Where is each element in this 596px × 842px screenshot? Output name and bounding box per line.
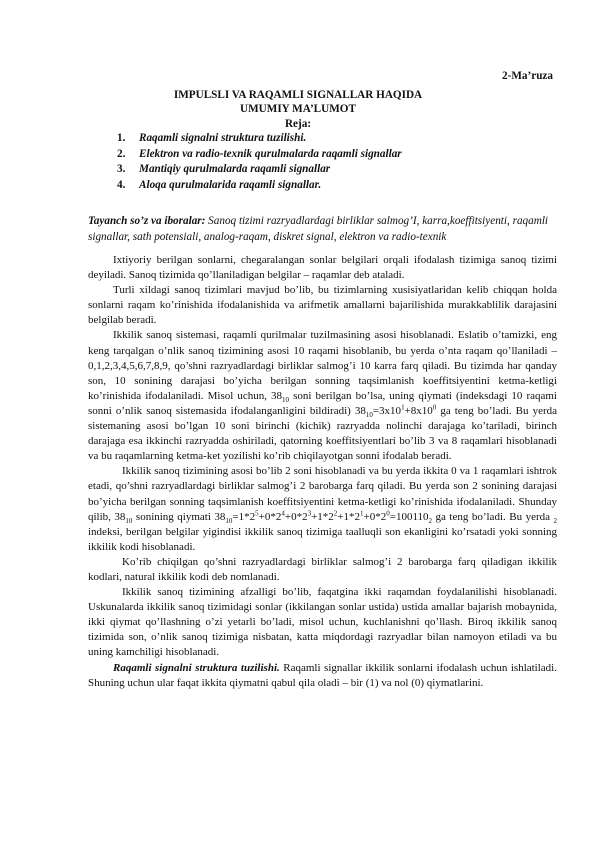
text-run: +0*2 <box>284 510 308 523</box>
text-run: +1*2 <box>311 510 334 523</box>
superscript: 0 <box>432 403 437 412</box>
plan-item-text: Aloqa qurulmalarida raqamli signallar. <box>139 178 322 191</box>
paragraph-signal-structure <box>88 661 557 691</box>
plan-item <box>117 162 402 178</box>
paragraph-binary-system <box>88 464 557 555</box>
lecture-number: 2-Ma’ruza <box>502 70 553 82</box>
section-heading-inline: Raqamli signalni struktura tuzilishi. <box>113 661 280 674</box>
subscript: 10 <box>225 516 233 525</box>
plan-item-number: 1. <box>117 132 126 144</box>
plan-item-number: 4. <box>117 178 126 191</box>
paragraph-definition: Ixtiyoriy berilgan sonlarni, chegaralangan sonlar belgilari orqali ifodalash tizimiga sanoq tizimi deyiladi. Sanoq tizimida qo’llaniladigan belgilar – raqamlar deb ataladi. <box>88 254 557 282</box>
text-run: =100110 <box>389 510 429 523</box>
text-run: indeksi, berilgan belgilar yigindisi ikkilik sanoq tizimiga taalluqli son ekanligini ko’rsatadi yoki sonning ikkilik kodi hisoblanadi. <box>88 525 557 553</box>
superscript: 3 <box>307 508 312 517</box>
text-run: Ikkilik sanoq sistemasi, raqamli qurilmalar tuzilmasining asosi hisoblanadi. Eslatib o’tamizki, eng keng tarqalgan o’nlik sanoq tizimining asosi 10 raqami hisoblanib, bu yerda o’nta raqam qo’llaniladi – 0,1,2,3,4,5,6,7,8,9, qo’shni razryadlardagi birliklar salmog’i 10 karra farq qiladi. Bu tizimda har qanday son, 10 sonining darajasi bo’yicha berilgan sonning taqsimlanish koeffitsiyentini ketma-ketligi ko’rinishida ifodalaniladi. Misol uchun, 38 <box>88 329 557 402</box>
text-run: +1*2 <box>337 510 361 523</box>
plan-list <box>117 131 402 193</box>
keywords-text: Sanoq tizimi razryadlardagi birliklar salmog’I, karra,koeffitsiyenti, raqamli signallar, sath potensiali, analog-raqam, diskret signal, elektron va radio-texnik <box>88 215 549 243</box>
plan-item <box>117 131 402 147</box>
plan-item <box>117 147 402 163</box>
subscript: 10 <box>365 411 373 420</box>
paragraph-number-systems: Turli xildagi sanoq tizimlari mavjud bo’lib, bu tizimlarning xusisiyatlaridan kelib chiqqan holda sonlarni raqam ko’rinishida ifodalanishida va arifmetik amallarni bajarilishida murakkablilik darajasini belgilab beradi. <box>88 284 557 327</box>
text-run: +0*2 <box>258 510 282 523</box>
subscript: 2 <box>428 516 433 525</box>
text-run: +8x10 <box>404 404 433 417</box>
text-run: soni berilgan bo’lsa, uning qiymati (indeksdagi 10 raqami sonni o’nlik sanoq sistemasida ifodalanganligini bildiradi) 38 <box>88 389 557 417</box>
keywords-label: Tayanch so’z va iboralar: <box>88 215 206 227</box>
superscript: 4 <box>281 508 285 517</box>
text-run: +0*2 <box>363 510 387 523</box>
superscript: 5 <box>255 508 259 517</box>
plan-heading: Reja: <box>284 118 312 130</box>
paragraph-binary-advantages: Ikkilik sanoq tizimining afzalligi bo’lib, faqatgina ikki raqamdan foydalanilishi hisoblanadi. Uskunalarda ikkilik sanoq tizimidagi sonlar (ikkilangan sonlar ustida) ustida amallar bajarish mobaynida, ikki qiymat qo’llashning o’zi yetarli bo’ladi, misol uchun, kuchlanishni qo’llash. Biroq ikkilik sanoq tizimida son, o’nlik sanoq tizimiga nisbatan, katta miqdordagi razryadlar bilan namoyon etiladi va bu uning kamchiligi hisoblanadi. <box>88 586 557 659</box>
text-run: sonining qiymati 38 <box>132 510 226 523</box>
text-run: =3x10 <box>372 404 402 417</box>
plan-item-text: Elektron va radio-texnik qurulmalarda raqamli signallar <box>139 147 402 160</box>
superscript: 2 <box>333 508 338 517</box>
body-text <box>88 253 557 691</box>
superscript: 1 <box>401 403 405 412</box>
paragraph-natural-binary-code: Ko’rib chiqilgan qo’shni razryadlardagi birliklar salmog’i 2 barobarga farq qiladigan ikkilik kodlari, natural ikkilik kodi deb nomlanadi. <box>88 555 557 583</box>
plan-item-number: 2. <box>117 147 126 160</box>
subscript: 10 <box>282 396 290 405</box>
plan-item-number: 3. <box>117 163 126 175</box>
text-run: =1*2 <box>232 510 256 523</box>
text-run: Ikkilik sanoq tizimining asosi bo’lib 2 soni hisoblanadi va bu yerda ikkita 0 va 1 raqamlari ishtrok etadi, qo’shni razryadlardagi birliklar salmog’i 2 barobarga farq qiladi. Bu yerda son 2 sonining darajasi bo’yicha berilgan sonning taqsimlanish koeffitsiyentini ketma-ketligi ko’rinishida ifodalaniladi. Shunday qilib, 38 <box>88 465 557 523</box>
plan-item-text: Mantiqiy qurulmalarda raqamli signallar <box>139 163 331 175</box>
paragraph-decimal-system <box>88 328 557 464</box>
text-run: Raqamli signallar ikkilik sonlarni ifodalash uchun ishlatiladi. Shuning uchun ular faqat ikkita qiymatni qabul qila oladi – bir (1) va nol (0) qiymatlarini. <box>88 661 557 689</box>
subscript: 2 <box>553 516 558 525</box>
keywords-block <box>88 213 558 245</box>
superscript: 1 <box>360 508 364 517</box>
plan-item-text: Raqamli signalni struktura tuzilishi. <box>139 132 307 144</box>
superscript: 0 <box>386 508 390 517</box>
document-title-line-1: IMPULSLI VA RAQAMLI SIGNALLAR HAQIDA <box>173 89 423 101</box>
text-run: ga teng bo’ladi. Bu yerda sistemaning asosi bo’lgan 10 soni birinchi (kichik) razryadda nolinchi darajaga ko’tariladi, birinch darajaga esa ikkinchi razryadda oshiriladi, qatorning koeffitsiyentlari bo’lib 3 va 8 raqamlari hisoblanadi va bu raqamlarning ketma-ket yozilishi ko’rib chiqilayotgan sonni ifodalab beradi. <box>88 404 557 463</box>
document-title-line-2: UMUMIY MA’LUMOT <box>240 103 356 115</box>
text-run: ga teng bo’ladi. Bu yerda <box>432 510 554 523</box>
plan-item <box>117 178 402 194</box>
subscript: 10 <box>125 516 133 525</box>
